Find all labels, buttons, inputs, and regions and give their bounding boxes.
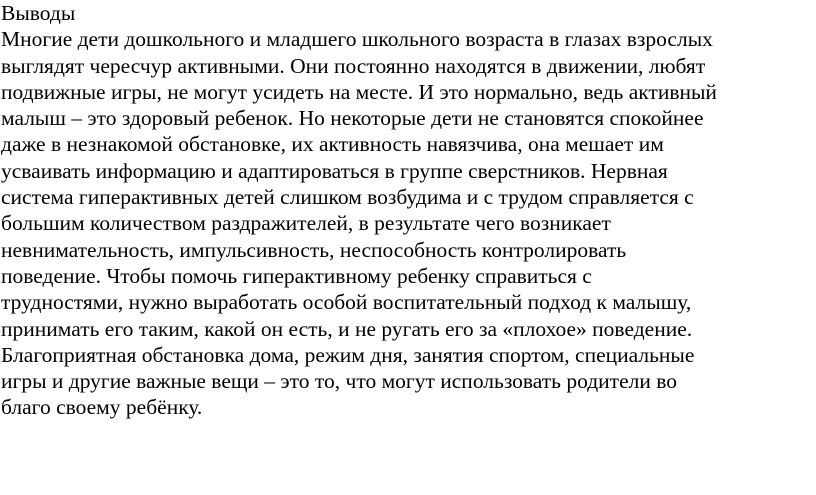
- text-line: усваивать информацию и адаптироваться в группе сверстников. Нервная: [1, 158, 668, 183]
- text-line: Благоприятная обстановка дома, режим дня, занятия спортом, специальные: [1, 342, 695, 367]
- text-line: даже в незнакомой обстановке, их активность навязчива, она мешает им: [1, 132, 664, 157]
- text-line: благо своему ребёнку.: [1, 395, 203, 420]
- text-line: принимать его таким, какой он есть, и не ругать его за «плохое» поведение.: [1, 316, 693, 341]
- text-line: невнимательность, импульсивность, неспособность контролировать: [1, 237, 627, 262]
- text-line: игры и другие важные вещи – это то, что могут использовать родители во: [1, 369, 677, 394]
- text-line: большим количеством раздражителей, в результате чего возникает: [1, 211, 611, 236]
- text-line: трудностями, нужно выработать особой воспитательный подход к малышу,: [1, 290, 692, 315]
- document-title: Выводы: [1, 1, 76, 25]
- document-page: [1, 0, 813, 421]
- text-line: малыш – это здоровый ребенок. Но некоторые дети не становятся спокойнее: [1, 106, 704, 131]
- text-line: выглядят чересчур активными. Они постоянно находятся в движении, любят: [1, 53, 706, 78]
- text-line: поведение. Чтобы помочь гиперактивному ребенку справиться с: [1, 263, 592, 288]
- text-line: подвижные игры, не могут усидеть на месте. И это нормально, ведь активный: [1, 79, 717, 104]
- text-line: Многие дети дошкольного и младшего школьного возраста в глазах взрослых: [1, 27, 713, 52]
- text-line: система гиперактивных детей слишком возбудима и с трудом справляется с: [1, 185, 694, 210]
